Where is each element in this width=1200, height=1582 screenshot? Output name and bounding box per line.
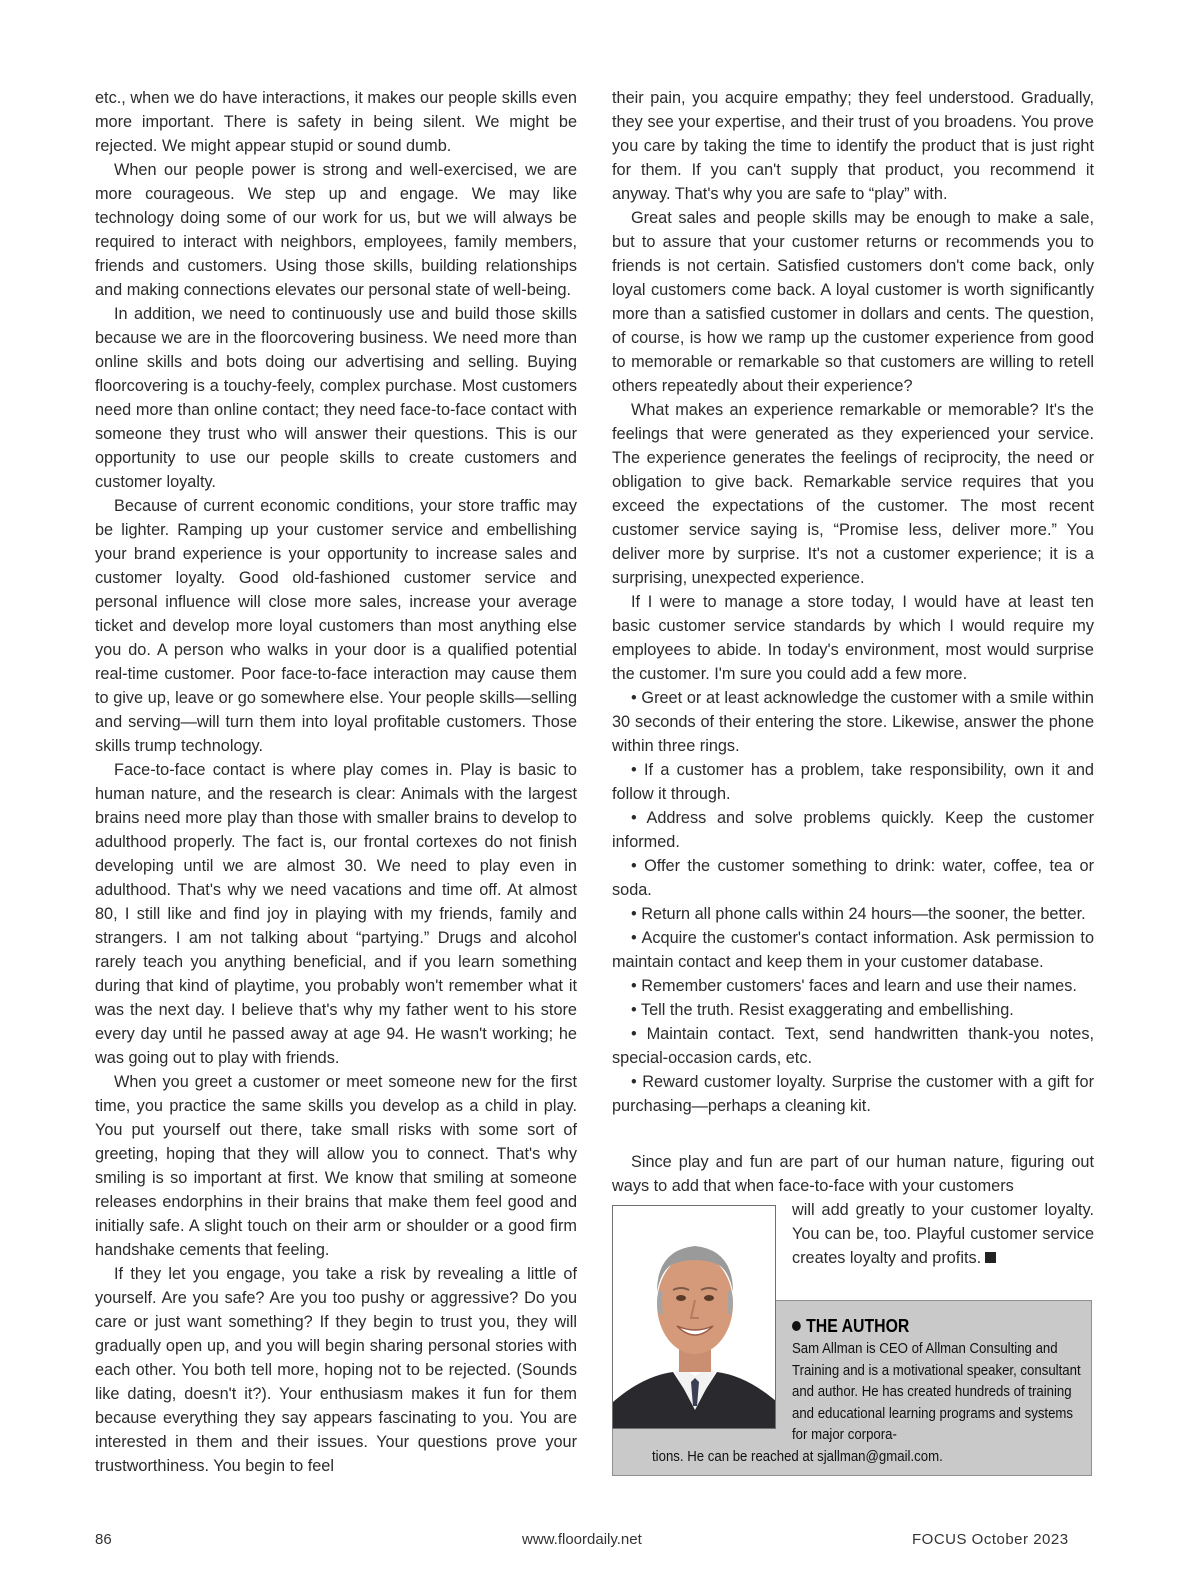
closing-text-end: will add greatly to your customer loyalty. You can be, too. Playful customer service creates loyalty and profits. <box>792 1201 1094 1267</box>
author-bio <box>792 1314 1082 1446</box>
paragraph: their pain, you acquire empathy; they feel understood. Gradually, they see your expertise, and their trust of you broadens. You prove you care by taking the time to identify the product that is just right for them. If you can't supply that product, you recommend it anyway. That's why you are safe to “play” with. <box>612 89 1094 203</box>
standards-list <box>612 686 1094 1118</box>
closing-text-wrapped <box>792 1198 1094 1270</box>
paragraph: When you greet a customer or meet someone new for the first time, you practice the same skills you develop as a child in play. You put yourself out there, take small risks with some sort of greeting, hoping that they will allow you to connect. That's why smiling is so important at first. We know that smiling at someone releases endorphins in their brains that make them feel good and initially safe. A slight touch on their arm or shoulder or a good firm handshake cements that feeling. <box>95 1073 577 1259</box>
right-column <box>612 86 1094 1118</box>
list-item: • Reward customer loyalty. Surprise the customer with a gift for purchasing—perhaps a cleaning kit. <box>612 1073 1094 1115</box>
list-item: • Maintain contact. Text, send handwritten thank-you notes, special-occasion cards, etc. <box>612 1025 1094 1067</box>
list-item: • Return all phone calls within 24 hours—the sooner, the better. <box>631 905 1086 923</box>
author-heading <box>792 1314 1082 1338</box>
author-bio-text: Sam Allman is CEO of Allman Consulting and Training and is a motivational speaker, consultant and author. He has created hundreds of training and educational learning programs and systems for major corpora- <box>792 1340 1081 1443</box>
left-column <box>95 86 577 1478</box>
end-mark-icon <box>985 1252 996 1263</box>
paragraph: Face-to-face contact is where play comes in. Play is basic to human nature, and the research is clear: Animals with the largest brains need more play than those with smaller brains to develop to adulthood properly. The fact is, our frontal cortexes do not finish developing until we are almost 30. We need to play even in adulthood. That's why we need vacations and time off. At almost 80, I still like and find joy in playing with my friends, family and strangers. I am not talking about “partying.” Drugs and alcohol rarely teach you anything beneficial, and if you learn something during that kind of playtime, you probably won't remember what it was the next day. I believe that's why my father went to his store every day until he passed away at age 94. He wasn't working; he was going out to play with friends. <box>95 761 577 1067</box>
list-item: • Tell the truth. Resist exaggerating and embellishing. <box>631 1001 1014 1019</box>
issue-label: FOCUS October 2023 <box>912 1531 1069 1548</box>
list-item: • If a customer has a problem, take responsibility, own it and follow it through. <box>612 761 1094 803</box>
page-number: 86 <box>95 1531 112 1548</box>
bullet-icon <box>792 1321 801 1331</box>
author-portrait-icon <box>613 1206 776 1429</box>
paragraph: If I were to manage a store today, I would have at least ten basic customer service standards by which I would require my employees to abide. In today's environment, most would surprise the customer. I'm sure you could add a few more. <box>612 593 1094 683</box>
paragraph: Great sales and people skills may be enough to make a sale, but to assure that your customer returns or recommends you to friends is not certain. Satisfied customers don't come back, only loyal customers come back. A loyal customer is worth significantly more than a satisfied customer in dollars and cents. The question, of course, is how we ramp up the customer experience from good to memorable or remarkable so that customers are willing to retell others repeatedly about their experience? <box>612 209 1094 395</box>
paragraph: What makes an experience remarkable or memorable? It's the feelings that were generated as they experienced your service. The experience generates the feelings of reciprocity, the need or obligation to give back. Remarkable service requires that you exceed the expectations of the customer. The most recent customer service saying is, “Promise less, deliver more.” You deliver more by surprise. It's not a customer experience; it is a surprising, unexpected experience. <box>612 401 1094 587</box>
website-link[interactable]: www.floordaily.net <box>522 1531 642 1548</box>
paragraph: Because of current economic conditions, your store traffic may be lighter. Ramping up your customer service and embellishing your brand experience is your opportunity to increase sales and customer loyalty. Good old-fashioned customer service and personal influence will close more sales, increase your average ticket and develop more loyal customers than most anything else you do. A person who walks in your door is a qualified potential real-time customer. Poor face-to-face interaction may cause them to give up, leave or go somewhere else. Your people skills—selling and serving—will turn them into loyal profitable customers. Those skills trump technology. <box>95 497 577 755</box>
list-item: • Acquire the customer's contact information. Ask permission to maintain contact and keep them in your customer database. <box>612 929 1094 971</box>
author-heading-text: THE AUTHOR <box>806 1316 910 1336</box>
list-item: • Address and solve problems quickly. Keep the customer informed. <box>612 809 1094 851</box>
author-contact: tions. He can be reached at sjallman@gmail.com. <box>652 1448 943 1465</box>
paragraph: If they let you engage, you take a risk by revealing a little of yourself. Are you safe? Are you too pushy or aggressive? Do you care or just want something? If they begin to trust you, they will gradually open up, and you will begin sharing personal stories with each other. You both tell more, hoping not to be rejected. (Sounds like dating, doesn't it?). Your enthusiasm makes it fun for them because everything they say appears fascinating to you. You are interested in them and their issues. Your questions prove your trustworthiness. You begin to feel <box>95 1265 577 1475</box>
closing-text: Since play and fun are part of our human nature, figuring out ways to add that when face-to-face with your customers <box>612 1153 1094 1195</box>
paragraph: In addition, we need to continuously use and build those skills because we are in the floorcovering business. We need more than online skills and bots doing our advertising and selling. Buying floorcovering is a touchy-feely, complex purchase. Most customers need more than online contact; they need face-to-face contact with someone they trust who will answer their questions. This is our opportunity to use our people skills to create customers and customer loyalty. <box>95 305 577 491</box>
paragraph: When our people power is strong and well-exercised, we are more courageous. We step up and engage. We may like technology doing some of our work for us, but we will always be required to interact with neighbors, employees, family members, friends and customers. Using those skills, building relationships and making connections elevates our personal state of well-being. <box>95 161 577 299</box>
list-item: • Offer the customer something to drink: water, coffee, tea or soda. <box>612 857 1094 899</box>
list-item: • Greet or at least acknowledge the customer with a smile within 30 seconds of their entering the store. Likewise, answer the phone within three rings. <box>612 689 1094 755</box>
list-item: • Remember customers' faces and learn and use their names. <box>631 977 1077 995</box>
paragraph: etc., when we do have interactions, it makes our people skills even more important. There is safety in being silent. We might be rejected. We might appear stupid or sound dumb. <box>95 89 577 155</box>
author-photo <box>612 1205 776 1429</box>
